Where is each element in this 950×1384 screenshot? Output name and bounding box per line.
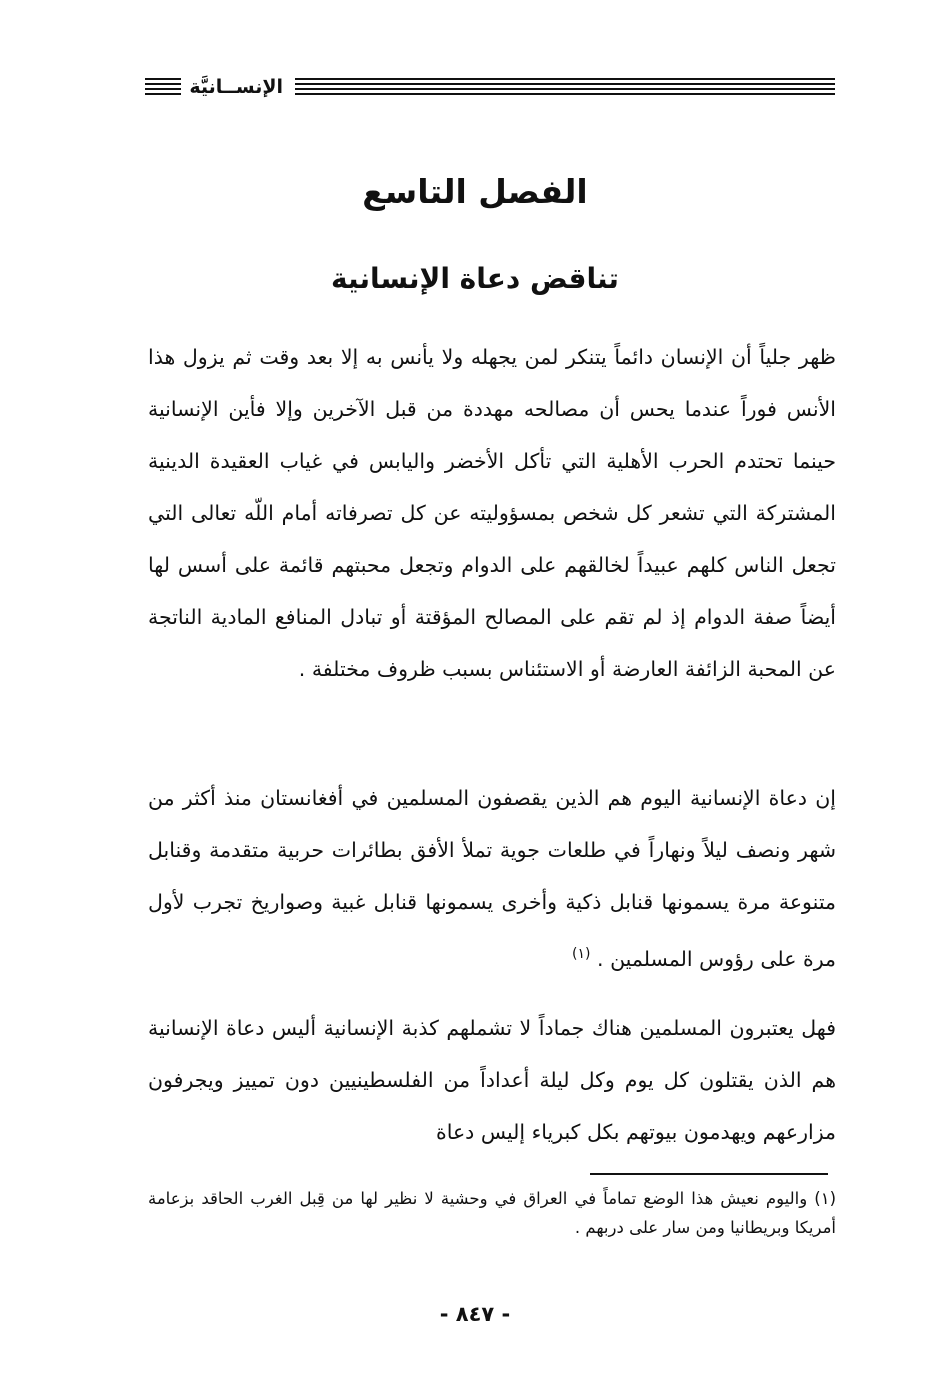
paragraph-2 xyxy=(148,772,836,985)
paragraph-3: فهل يعتبرون المسلمين هناك جماداً لا تشملهم كذبة الإنسانية أليس دعاة الإنسانية هم الذن يقتلون كل يوم وكل ليلة أعداداً من الفلسطينيين دون تمييز ويجرفون مزارعهم ويهدمون بيوتهم بكل كبرياء إليس دعاة xyxy=(148,1016,836,1144)
header-rule-short xyxy=(145,78,181,96)
footnote-text: (١) واليوم نعيش هذا الوضع تماماً في العراق في وحشية لا نظير لها من قِبل الغرب الحاقد بزعامة أمريكا وبريطانيا ومن سار على دربهم . xyxy=(148,1189,836,1237)
footnote-divider xyxy=(590,1173,828,1175)
footnote-marker[interactable]: (١) xyxy=(572,946,591,962)
section-title: تناقض دعاة الإنسانية xyxy=(331,262,619,295)
running-header xyxy=(145,74,835,100)
running-header-title: الإنســانيَّة xyxy=(189,76,283,98)
header-rule-long xyxy=(295,78,835,96)
paragraph-2-text: إن دعاة الإنسانية اليوم هم الذين يقصفون المسلمين في أفغانستان منذ أكثر من شهر ونصف ليلاً ونهاراً في طلعات جوية تملأ الأفق بطائرات حربية متقدمة وقنابل متنوعة مرة يسمونها قنابل ذكية وأخرى يسمونها قنابل غبية وصواريخ تجرب لأول مرة على رؤوس المسلمين . xyxy=(148,786,836,971)
paragraph-1: ظهر جلياً أن الإنسان دائماً يتنكر لمن يجهله ولا يأنس به إلا بعد وقت ثم يزول هذا الأنس فوراً عندما يحس أن مصالحه مهددة من قبل الآخرين وإلا فأين الإنسانية حينما تحتدم الحرب الأهلية التي تأكل الأخضر واليابس في غياب العقيدة الدينية المشتركة التي تشعر كل شخص بمسؤوليته عن كل تصرفاته أمام اللّه تعالى التي تجعل الناس كلهم عبيداً لخالقهم على الدوام وتجعل محبتهم قائمة على أسس لها أيضاً صفة الدوام إذ لم تقم على المصالح المؤقتة أو تبادل المنافع المادية الناتجة عن المحبة الزائفة العارضة أو الاستئناس بسبب ظروف مختلفة . xyxy=(148,345,836,681)
chapter-title: الفصل التاسع xyxy=(362,172,588,211)
page-number: - ٨٤٧ - xyxy=(439,1302,511,1326)
